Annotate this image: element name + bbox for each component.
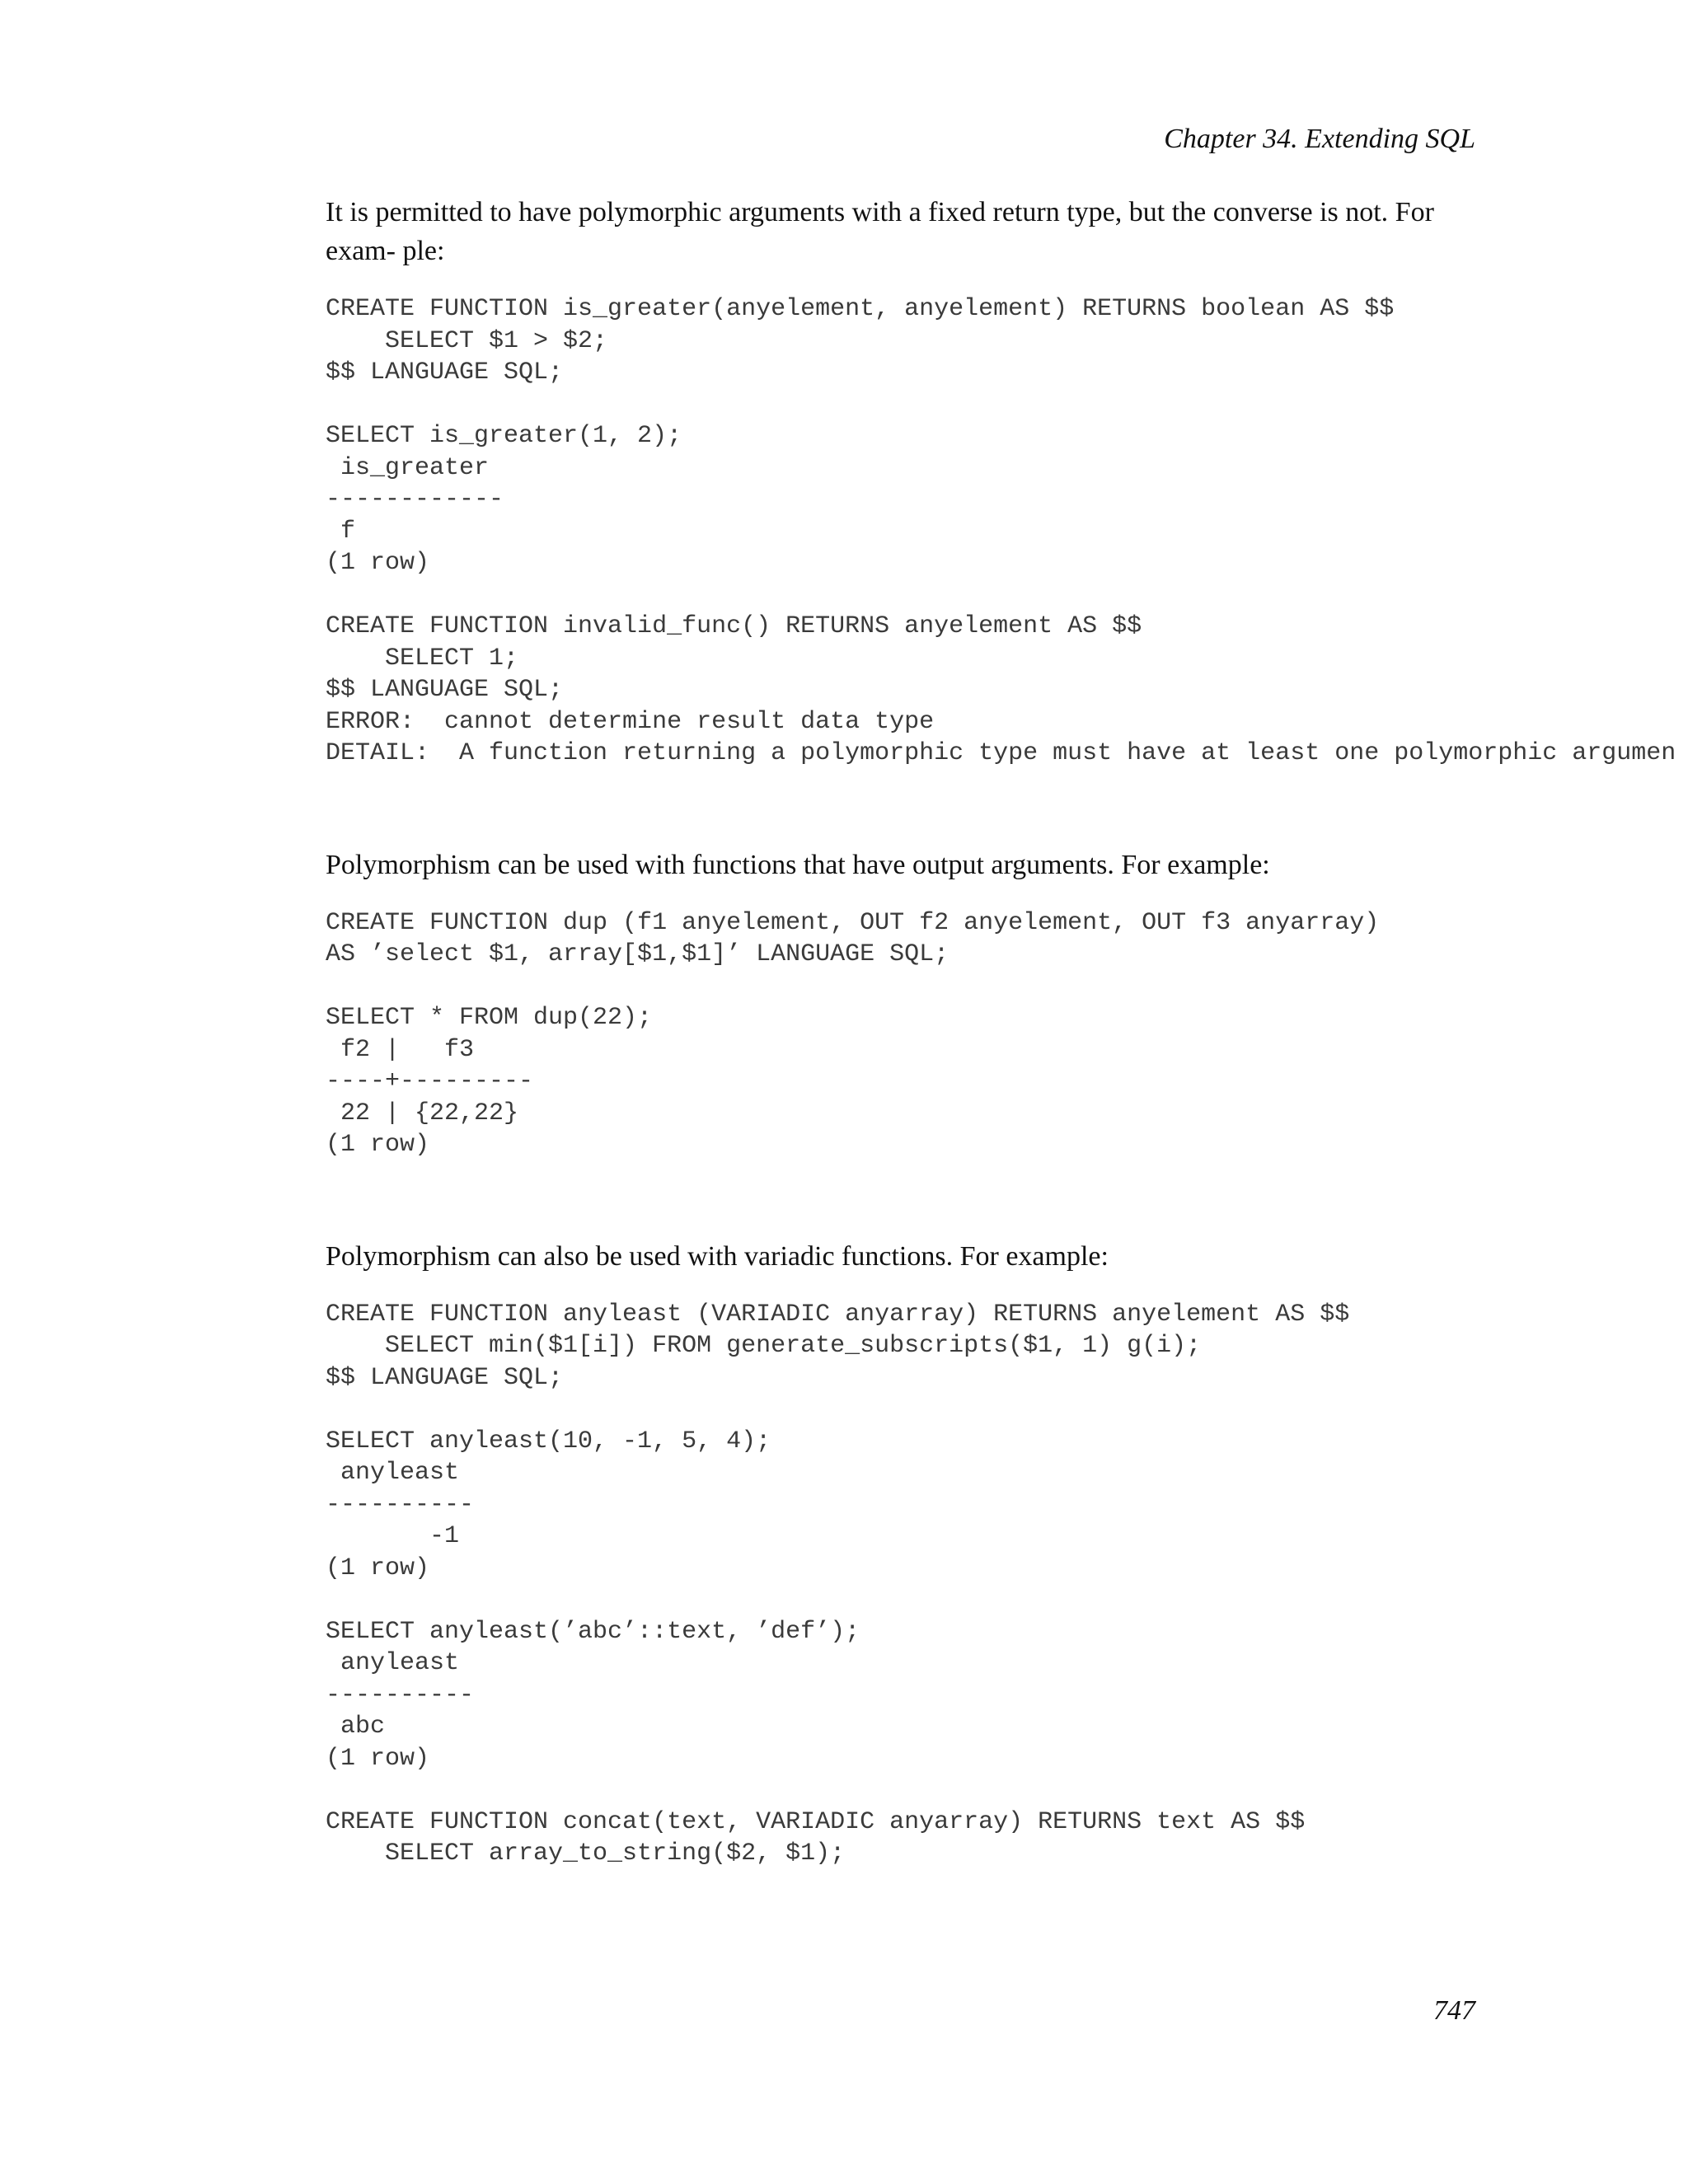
code-block: CREATE FUNCTION is_greater(anyelement, anyelement) RETURNS boolean AS $$ SELECT $1 > $2; $$ LANGUAGE SQL; SELECT is_greater(1, 2); is_greater ------------ f (1 row) CREATE FUNCTION invalid_func() RETURNS anyelement AS $$ SELECT 1; $$ LANGUAGE SQL; ERROR: cannot determine result data type DETAIL: A function returning a polymorphic type must have at least one polymorphic argumen [326,295,1676,767]
section-output-arguments [326,846,1475,1161]
code-block: CREATE FUNCTION anyleast (VARIADIC anyarray) RETURNS anyelement AS $$ SELECT min($1[i]) FROM generate_subscripts($1, 1) g(i); $$ LANGUAGE SQL; SELECT anyleast(10, -1, 5, 4); anyleast ---------- -1 (1 row) SELECT anyleast(’abc’::text, ’def’); anyleast ---------- abc (1 row) CREATE FUNCTION concat(text, VARIADIC anyarray) RETURNS text AS $$ SELECT array_to_string($2, $1); [326,1300,1350,1868]
paragraph: It is permitted to have polymorphic arguments with a fixed return type, but the converse is not. For exam- ple: [326,197,1434,266]
code-block: CREATE FUNCTION dup (f1 anyelement, OUT f2 anyelement, OUT f3 anyarray) AS ’select $1, array[$1,$1]’ LANGUAGE SQL; SELECT * FROM dup(22); f2 | f3 ----+--------- 22 | {22,22} (1 row) [326,908,1380,1159]
paragraph: Polymorphism can be used with functions that have output arguments. For example: [326,849,1270,880]
paragraph: Polymorphism can also be used with variadic functions. For example: [326,1240,1109,1272]
page-number: 747 [1433,1995,1475,2026]
section-fixed-return-type [326,193,1676,770]
chapter-header: Chapter 34. Extending SQL [1164,124,1475,154]
page-body [326,193,1676,1870]
section-variadic-functions [326,1237,1475,1870]
